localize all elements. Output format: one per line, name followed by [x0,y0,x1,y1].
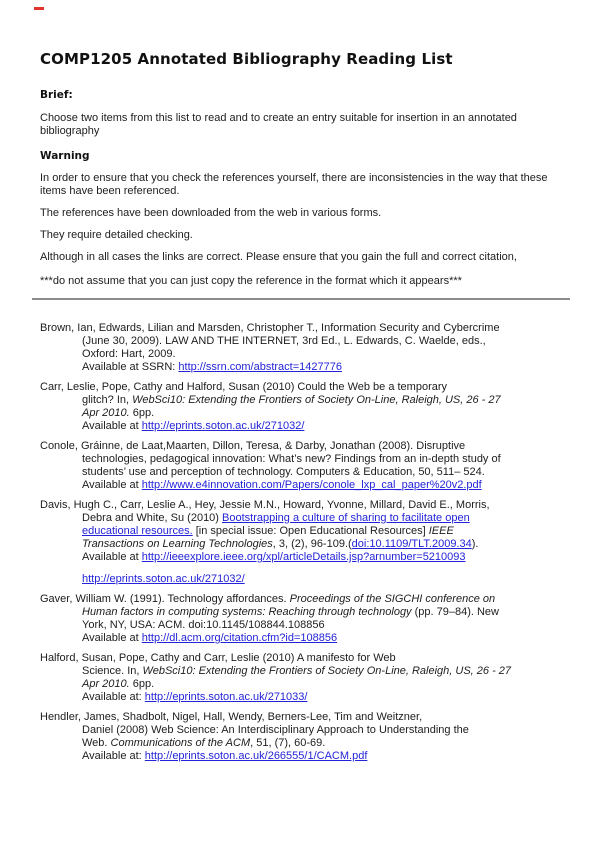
plain-text: Available at [82,632,142,644]
reference-link[interactable]: http://ssrn.com/abstract=1427776 [178,361,342,373]
warning-paragraph: Although in all cases the links are correct. Please ensure that you gain the full and correct citation, [40,251,517,263]
warning-paragraph: They require detailed checking. [40,229,193,241]
plain-text: 6pp. [129,407,155,419]
reference-entry [40,440,575,492]
plain-text: Available at [82,420,142,432]
warning-heading: Warning [40,150,90,162]
reference-line [40,453,575,466]
plain-text: (pp. 79–84). New [411,606,499,618]
italic-text: Apr 2010. [82,678,130,690]
italic-text: Proceedings of the SIGCHI conference on [289,593,496,605]
reference-link[interactable]: http://eprints.soton.ac.uk/271032/ [141,420,305,432]
reference-line [40,394,575,407]
reference-entry [40,711,575,763]
reference-link[interactable]: http://www.e4innovation.com/Papers/conole_lxp_cal_paper%20v2.pdf [141,479,482,491]
brief-text: Choose two items from this list to read and to create an entry suitable for insertion in an annotated bibliography [40,112,517,137]
reference-line [40,606,575,619]
plain-text: Science. In, [82,665,143,677]
red-marker [34,7,44,10]
reference-line [40,619,575,632]
plain-text: Carr, Leslie, Pope, Cathy and Halford, Susan (2010) Could the Web be a temporary [40,381,448,393]
plain-text: Debra and White, Su (2010) [82,512,223,524]
plain-text: Halford, Susan, Pope, Cathy and Carr, Leslie (2010) A manifesto for Web [40,652,396,664]
reference-line [40,499,575,512]
reference-link[interactable]: http://ieeexplore.ieee.org/xpl/articleDetails.jsp?arnumber=5210093 [141,551,466,563]
reference-line [40,479,575,492]
plain-text: Hendler, James, Shadbolt, Nigel, Hall, Wendy, Berners-Lee, Tim and Weitzner, [40,711,423,723]
italic-text: Human factors in computing systems: Reaching through technology [82,606,412,618]
reference-line [40,335,575,348]
italic-text: Transactions on Learning Technologies [82,538,273,550]
emphasis-note: ***do not assume that you can just copy the reference in the format which it appears*** [40,275,462,287]
plain-text: Available at: [82,750,145,762]
reference-line [40,665,575,678]
plain-text: 6pp. [129,678,155,690]
plain-text: Conole, Gráinne, de Laat,Maarten, Dillon, Teresa, & Darby, Jonathan (2008). Disruptive [40,440,466,452]
reference-link[interactable]: doi:10.1109/TLT.2009.34 [351,538,472,550]
reference-line [40,573,575,586]
reference-line [40,593,575,606]
reference-line [40,711,575,724]
reference-entry [40,499,575,586]
reference-line [40,750,575,763]
reference-line [40,466,575,479]
plain-text: glitch? In, [82,394,133,406]
plain-text: Daniel (2008) Web Science: An Interdisciplinary Approach to Understanding the [82,724,469,736]
plain-text: , 3, (2), 96-109.( [272,538,352,550]
plain-text: Oxford: Hart, 2009. [82,348,176,360]
reference-line [40,525,575,538]
reference-link[interactable]: Bootstrapping a culture of sharing to facilitate open [222,512,470,524]
reference-line [40,381,575,394]
plain-text: technologies, pedagogical innovation: What’s new? Findings from an in-depth study of [82,453,501,465]
plain-text: [in special issue: Open Educational Resources] [192,525,429,537]
reference-line [40,652,575,665]
plain-text: Available at [82,551,142,563]
italic-text: WebSci10: Extending the Frontiers of Society On-Line, Raleigh, US, 26 - 27 [132,394,501,406]
reference-line [40,361,575,374]
reference-line [40,678,575,691]
italic-text: IEEE [428,525,454,537]
reference-line [40,691,575,704]
plain-text: Available at SSRN: [82,361,179,373]
plain-text: York, NY, USA: ACM. doi:10.1145/108844.108856 [82,619,325,631]
plain-text: Available at [82,479,142,491]
reference-link[interactable]: http://eprints.soton.ac.uk/266555/1/CACM.pdf [144,750,368,762]
reference-line [40,407,575,420]
document-title: COMP1205 Annotated Bibliography Reading List [40,50,453,68]
reference-line [40,632,575,645]
reference-link[interactable]: http://eprints.soton.ac.uk/271033/ [144,691,308,703]
section-divider [32,298,570,300]
reference-line [40,737,575,750]
italic-text: Apr 2010. [82,407,130,419]
reference-line [40,724,575,737]
plain-text: Davis, Hugh C., Carr, Leslie A., Hey, Jessie M.N., Howard, Yvonne, Millard, David E., Morris, [40,499,490,511]
reference-entry [40,322,575,374]
plain-text: Available at: [82,691,145,703]
brief-heading: Brief: [40,89,73,101]
plain-text: students’ use and perception of technology. Computers & Education, 50, 511– 524. [82,466,485,478]
reference-link[interactable]: http://dl.acm.org/citation.cfm?id=108856 [141,632,338,644]
italic-text: Communications of the ACM [110,737,251,749]
italic-text: WebSci10: Extending the Frontiers of Society On-Line, Raleigh, US, 26 - 27 [142,665,512,677]
reference-link[interactable]: educational resources. [82,525,193,537]
plain-text: Web. [82,737,111,749]
reference-line [40,440,575,453]
plain-text: , 51, (7), 60-69. [250,737,326,749]
reference-line [40,322,575,335]
reference-line [40,420,575,433]
reference-line [40,348,575,361]
warning-paragraph: In order to ensure that you check the references yourself, there are inconsistencies in the way that these items have been referenced. [40,172,548,197]
plain-text: (June 30, 2009). LAW AND THE INTERNET, 3rd Ed., L. Edwards, C. Waelde, eds., [82,335,486,347]
reference-line [40,512,575,525]
warning-paragraph: The references have been downloaded from the web in various forms. [40,207,382,219]
reference-entry [40,652,575,704]
reference-list [40,322,575,763]
plain-text: Brown, Ian, Edwards, Lilian and Marsden, Christopher T., Information Security and Cybercrime [40,322,500,334]
reference-link[interactable]: http://eprints.soton.ac.uk/271032/ [82,573,245,585]
reference-entry [40,381,575,433]
plain-text: ). [471,538,479,550]
reference-entry [40,593,575,645]
reference-line [40,538,575,551]
plain-text: Gaver, William W. (1991). Technology affordances. [40,593,290,605]
reference-line [40,551,575,564]
